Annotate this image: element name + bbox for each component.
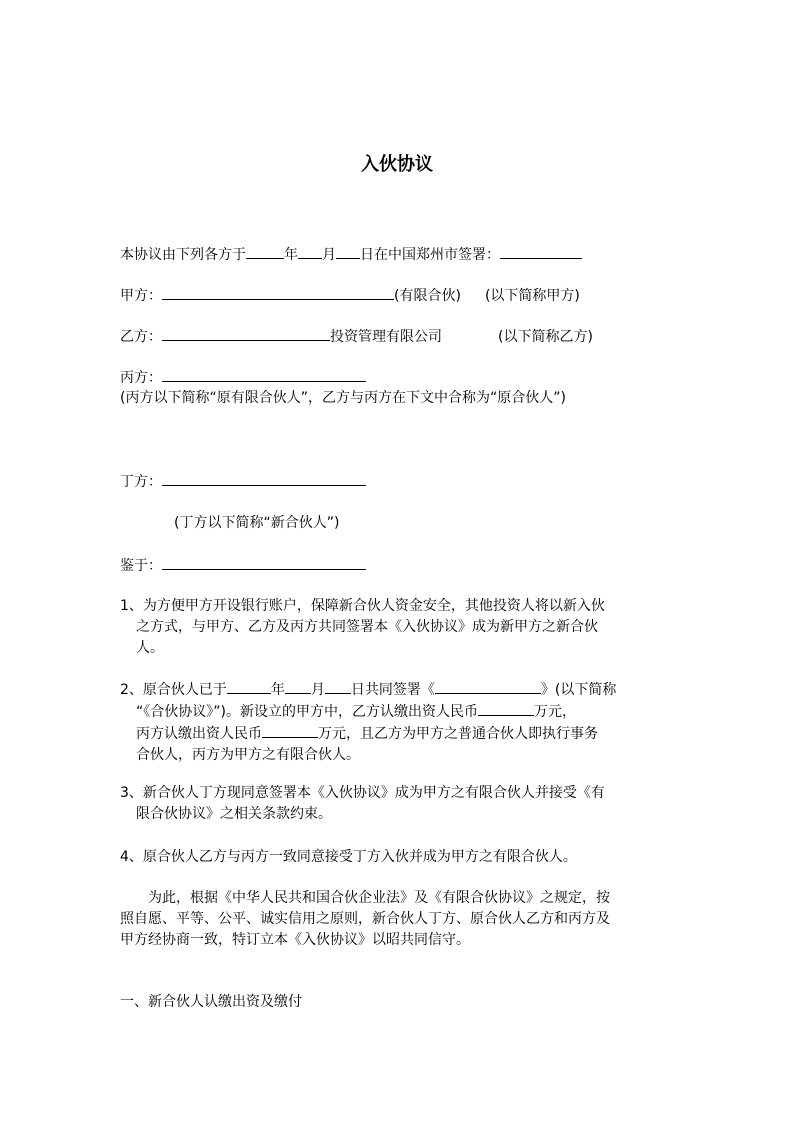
item-2-text-l2b: 万元， [533,704,576,720]
intro-paragraph [120,888,680,951]
document-title: 入伙协议 [361,154,433,175]
intro-line-3: 甲方经协商一致，特订立本《入伙协议》以昭共同信守。 [120,932,470,948]
party-a-suffix: (有限合伙) [394,288,461,304]
item-2-line-2 [120,701,680,723]
party-a-blank [162,285,394,300]
day-location-label: 日在中国郑州市签署： [360,247,500,263]
item-2-line-4: 合伙人，丙方为甲方之有限合伙人。 [136,747,360,763]
party-d-label: 丁方： [120,474,162,490]
item-1-line-3: 人。 [136,640,164,656]
whereas-blank [162,555,366,570]
whereas-item-2 [120,679,680,766]
party-b-suffix: 投资管理有限公司 [330,329,442,345]
item-2-line-1 [120,679,680,701]
item-1-line-1: 1、为方便甲方开设银行账户，保障新合伙人资金安全，其他投资人将以新入伙 [120,598,605,614]
party-c-line [120,367,366,388]
party-c-note: (丙方以下简称“原有限合伙人”，乙方与丙方在下文中合称为“原合伙人”) [120,390,566,406]
intro-line-2: 照自愿、平等、公平、诚实信用之原则，新合伙人丁方、原合伙人乙方和丙方及 [120,911,610,927]
party-c-blank [162,367,366,382]
item-2-year-label: 年 [270,682,285,698]
item-3-line-1: 3、新合伙人丁方现同意签署本《入伙协议》成为甲方之有限合伙人并接受《有 [120,785,605,801]
year-blank [246,244,284,259]
item-2-b-amount-blank [478,701,534,716]
signing-prefix: 本协议由下列各方于 [120,247,246,263]
item-2-year-blank [227,679,271,694]
item-2-text-l2a: “《合伙协议》”)。新设立的甲方中，乙方认缴出资人民币 [136,704,478,720]
party-b-blank [162,326,330,341]
item-2-agreement-blank [435,679,541,694]
signing-location-blank [500,244,582,259]
party-a-alias: (以下简称甲方) [484,288,580,304]
day-blank [336,244,360,259]
item-2-text-d: 日共同签署《 [350,682,435,698]
party-c-label: 丙方： [120,370,162,386]
intro-line-1: 为此，根据《中华人民共和国合伙企业法》及《有限合伙协议》之规定，按 [148,890,610,906]
item-2-month-blank [285,679,311,694]
item-1-line-2: 之方式，与甲方、乙方及丙方共同签署本《入伙协议》成为新甲方之新合伙 [136,619,598,635]
item-2-text-e: 》(以下简称 [540,682,617,698]
whereas-item-4 [120,847,680,868]
whereas-item-3 [120,783,680,825]
item-2-day-blank [325,679,351,694]
party-d-alias: (丁方以下简称“新合伙人”) [174,515,340,531]
item-2-text-l3a: 丙方认缴出资人民币 [136,726,262,742]
party-d-blank [162,471,366,486]
item-4-line-1: 4、原合伙人乙方与丙方一致同意接受丁方入伙并成为甲方之有限合伙人。 [120,849,577,865]
party-d-line [120,471,366,492]
signing-line [120,244,582,265]
item-2-text-a: 2、原合伙人已于 [120,682,227,698]
item-2-line-3 [120,723,680,745]
party-b-line [120,326,593,347]
item-2-month-label: 月 [310,682,325,698]
item-2-text-l3b: 万元，且乙方为甲方之普通合伙人即执行事务 [318,726,598,742]
party-a-label: 甲方： [120,288,162,304]
year-label: 年 [284,247,298,263]
month-blank [298,244,322,259]
whereas-label: 鉴于： [120,558,162,574]
section-1-heading: 一、新合伙人认缴出资及缴付 [120,994,302,1010]
party-a-line [120,285,580,306]
whereas-item-1 [120,596,680,659]
whereas-line [120,555,366,576]
party-b-alias: (以下简称乙方) [498,329,593,345]
month-label: 月 [322,247,336,263]
party-b-label: 乙方： [120,329,162,345]
item-2-c-amount-blank [262,723,318,738]
item-3-line-2: 限合伙协议》之相关条款约束。 [136,806,332,822]
